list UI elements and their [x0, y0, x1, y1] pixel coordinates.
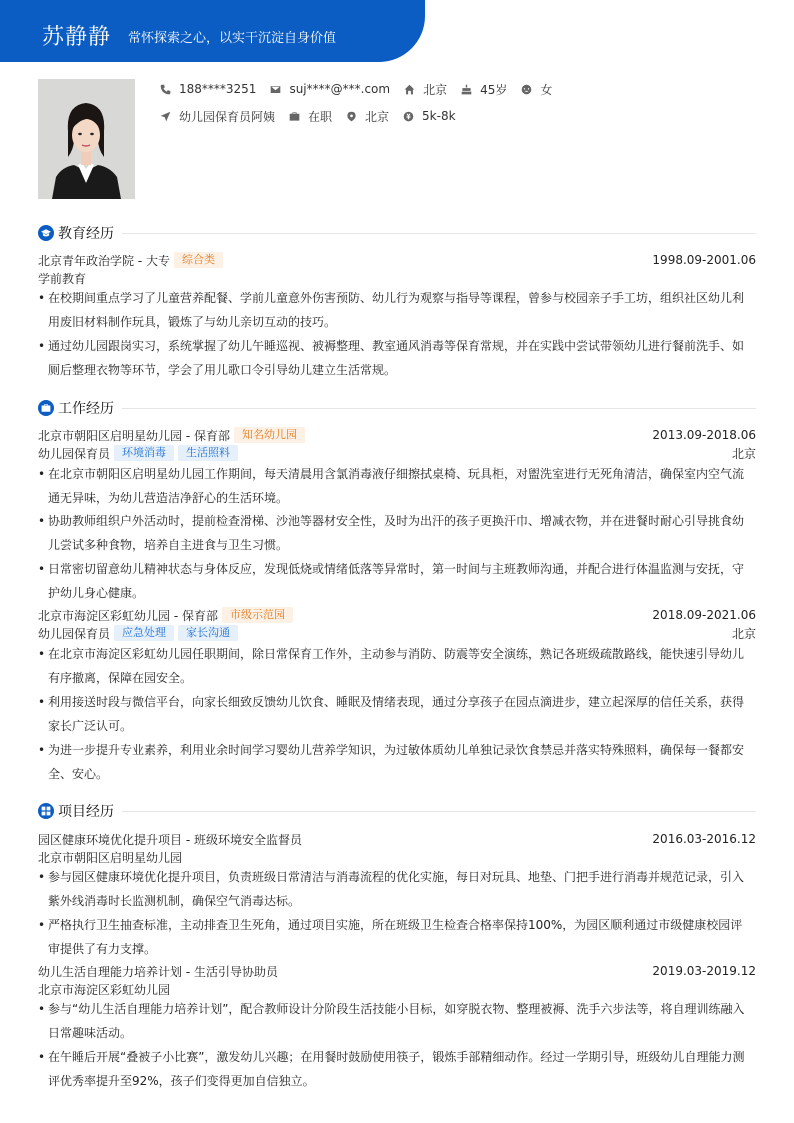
profile-photo — [38, 79, 135, 199]
work-role-row — [38, 624, 756, 642]
section-divider — [122, 233, 756, 234]
school-name: 北京青年政治学院 - 大专 — [38, 253, 170, 268]
age-item — [461, 81, 507, 98]
work-bullet: • 在北京市海淀区彩虹幼儿园任职期间，除日常保育工作外，主动参与消防、防震等安全演练，熟记各班级疏散路线，能快速引导幼儿有序撤离，保障在园安全。 — [38, 642, 752, 690]
work-bullet: • 日常密切留意幼儿精神状态与身体反应，发现低烧或情绪低落等异常时，第一时间与主班教师沟通，并配合进行体温监测与安抚，守护幼儿身心健康。 — [38, 557, 752, 605]
money-icon — [403, 111, 414, 122]
briefcase-icon — [289, 111, 300, 122]
work-location: 北京 — [731, 626, 756, 641]
city-value: 北京 — [423, 82, 448, 97]
status-item — [289, 108, 332, 125]
project-org-row — [38, 848, 756, 866]
education-bullet: • 通过幼儿园跟岗实习，系统掌握了幼儿午睡巡视、被褥整理、教室通风消毒等保育常规，并在实践中尝试带领幼儿进行餐前洗手、如厕后整理衣物等环节，学会了用儿歌口令引导幼儿建立生活常规。 — [38, 334, 752, 382]
salary-value: 5k-8k — [422, 109, 456, 123]
section-divider — [122, 811, 756, 812]
education-bullet: • 在校期间重点学习了儿童营养配餐、学前儿童意外伤害预防、幼儿行为观察与指导等课程，曾参与校园亲子手工坊，组织社区幼儿利用废旧材料制作玩具，锻炼了与幼儿亲切互动的技巧。 — [38, 286, 752, 334]
work-bullet: • 协助教师组织户外活动时，提前检查滑梯、沙池等器材安全性，及时为出汗的孩子更换汗巾、增减衣物，并在进餐时耐心引导挑食幼儿尝试多种食物，培养自主进食与卫生习惯。 — [38, 509, 752, 557]
email-value: suj****@***.com — [289, 82, 391, 96]
school-tag: 综合类 — [174, 252, 223, 268]
project-title: 幼儿生活自理能力培养计划 - 生活引导协助员 — [38, 964, 278, 979]
project-date: 2016.03-2016.12 — [652, 832, 756, 846]
contact-row-job — [160, 107, 470, 125]
education-entry-header — [38, 251, 756, 269]
employer-name: 北京市海淀区彩虹幼儿园 - 保育部 — [38, 608, 218, 623]
project-bullet: • 严格执行卫生抽查标准，主动排查卫生死角，通过项目实施，所在班级卫生检查合格率保持100%，为园区顺利通过市级健康校园评审提供了有力支撑。 — [38, 913, 752, 961]
contact-row-basic — [160, 80, 566, 98]
work-role: 幼儿园保育员 — [38, 626, 111, 641]
education-date: 1998.09-2001.06 — [652, 253, 756, 267]
work-bullet: • 利用接送时段与微信平台，向家长细致反馈幼儿饮食、睡眠及情绪表现，通过分享孩子在园点滴进步，建立起深厚的信任关系，获得家长广泛认可。 — [38, 690, 752, 738]
section-title-work: 工作经历 — [58, 401, 114, 417]
salary-item — [403, 109, 456, 123]
section-project — [38, 801, 756, 821]
education-major-row — [38, 269, 756, 287]
target-city-value: 北京 — [365, 109, 390, 124]
gender-item — [521, 81, 552, 98]
header-banner — [0, 0, 425, 62]
target-city-item — [346, 108, 389, 125]
employer-tag: 知名幼儿园 — [234, 427, 305, 443]
phone-value: 188****3251 — [179, 82, 257, 96]
phone-icon — [160, 84, 171, 95]
employer-tag: 市级示范园 — [222, 607, 293, 623]
skill-tag: 生活照料 — [178, 445, 238, 461]
city-item — [404, 81, 447, 98]
project-date: 2019.03-2019.12 — [652, 964, 756, 978]
job-item — [160, 108, 275, 125]
employer-name: 北京市朝阳区启明星幼儿园 - 保育部 — [38, 428, 230, 443]
work-role: 幼儿园保育员 — [38, 446, 111, 461]
briefcase-icon — [38, 400, 54, 416]
work-bullet: • 在北京市朝阳区启明星幼儿园工作期间，每天清晨用含氯消毒液仔细擦拭桌椅、玩具柜，对盥洗室进行无死角清洁，确保室内空气流通无异味，为幼儿营造洁净舒心的生活环境。 — [38, 462, 752, 510]
work-entry-header — [38, 606, 756, 624]
status-value: 在职 — [308, 109, 333, 124]
project-org-row — [38, 980, 756, 998]
project-bullet: • 参与园区健康环境优化提升项目，负责班级日常清洁与消毒流程的优化实施，每日对玩具、地垫、门把手进行消毒并规范记录，引入紫外线消毒时长监测机制，确保空气消毒达标。 — [38, 865, 752, 913]
gender-value: 女 — [540, 82, 553, 97]
section-work — [38, 398, 756, 418]
grid-icon — [38, 803, 54, 819]
section-title-project: 项目经历 — [58, 804, 114, 820]
project-org: 北京市朝阳区启明星幼儿园 — [38, 850, 183, 865]
skill-tag: 应急处理 — [114, 625, 174, 641]
send-icon — [160, 111, 171, 122]
project-entry-header — [38, 962, 756, 980]
work-entry-header — [38, 426, 756, 444]
skill-tag: 环境消毒 — [114, 445, 174, 461]
candidate-motto: 常怀探索之心，以实干沉淀自身价值 — [128, 31, 337, 46]
phone-item — [160, 82, 256, 96]
candidate-name: 苏静静 — [42, 25, 112, 50]
project-org: 北京市海淀区彩虹幼儿园 — [38, 982, 171, 997]
email-icon — [270, 84, 281, 95]
age-value: 45岁 — [480, 82, 508, 97]
work-role-row — [38, 444, 756, 462]
section-education — [38, 223, 756, 243]
project-title: 园区健康环境优化提升项目 - 班级环境安全监督员 — [38, 832, 302, 847]
cake-icon — [461, 84, 472, 95]
section-divider — [122, 408, 756, 409]
project-bullet: • 参与“幼儿生活自理能力培养计划”，配合教师设计分阶段生活技能小目标，如穿脱衣物、整理被褥、洗手六步法等，将自理训练融入日常趣味活动。 — [38, 997, 752, 1045]
work-date: 2018.09-2021.06 — [652, 608, 756, 622]
email-item — [270, 82, 390, 96]
location-pin-icon — [346, 111, 357, 122]
skill-tag: 家长沟通 — [178, 625, 238, 641]
project-bullet: • 在午睡后开展“叠被子小比赛”，激发幼儿兴趣；在用餐时鼓励使用筷子，锻炼手部精细动作。经过一学期引导，班级幼儿自理能力测评优秀率提升至92%，孩子们变得更加自信独立。 — [38, 1045, 752, 1093]
profile-photo-illustration — [38, 79, 135, 199]
work-location: 北京 — [731, 446, 756, 461]
job-value: 幼儿园保育员阿姨 — [179, 109, 276, 124]
work-date: 2013.09-2018.06 — [652, 428, 756, 442]
work-bullet: • 为进一步提升专业素养，利用业余时间学习婴幼儿营养学知识，为过敏体质幼儿单独记录饮食禁忌并落实特殊照料，确保每一餐都安全、安心。 — [38, 738, 752, 786]
graduation-cap-icon — [38, 225, 54, 241]
major-name: 学前教育 — [38, 271, 87, 286]
face-icon — [521, 84, 532, 95]
section-title-education: 教育经历 — [58, 226, 114, 242]
project-entry-header — [38, 830, 756, 848]
home-icon — [404, 84, 415, 95]
